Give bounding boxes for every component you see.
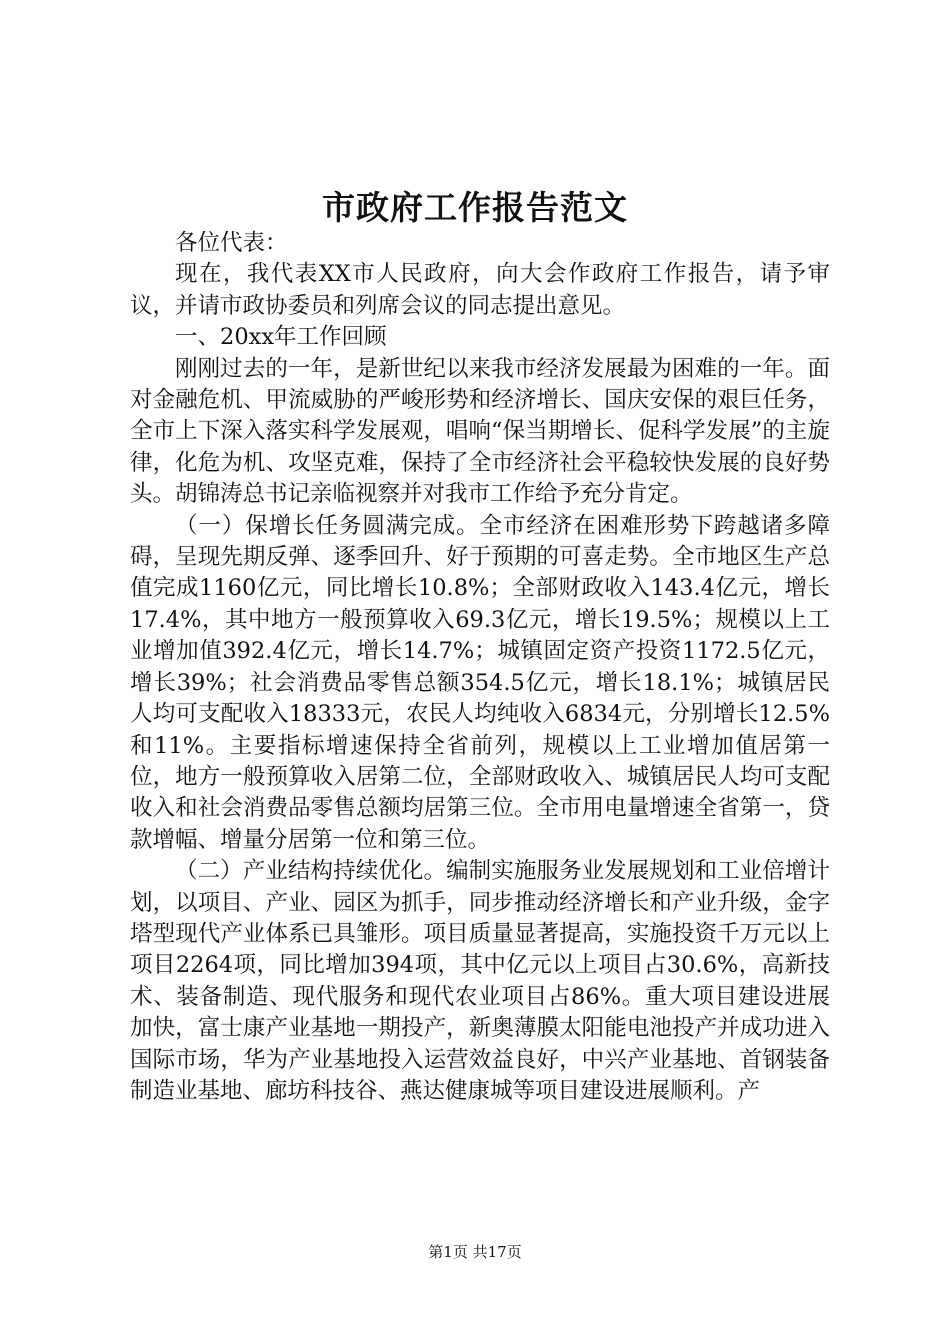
- document-title: 市政府工作报告范文: [322, 188, 628, 227]
- intro-paragraph: 现在，我代表XX市人民政府，向大会作政府工作报告，请予审议，并请市政协委员和列席会议的同志提出意见。: [130, 261, 830, 319]
- page-footer: 第1页 共17页: [428, 1243, 522, 1261]
- document-body: [130, 228, 830, 1107]
- growth-paragraph: （一）保增长任务圆满完成。全市经济在困难形势下跨越诸多障碍，呈现先期反弹、逐季回升、好于预期的可喜走势。全市地区生产总值完成1160亿元，同比增长10.8%；全部财政收入143.4亿元，增长17.4%，其中地方一般预算收入69.3亿元，增长19.5%；规模以上工业增加值392.4亿元，增长14.7%；城镇固定资产投资1172.5亿元，增长39%；社会消费品零售总额354.5亿元，增长18.1%；城镇居民人均可支配收入18333元，农民人均纯收入6834元，分别增长12.5%和11%。主要指标增速保持全省前列，规模以上工业增加值居第一位，地方一般预算收入居第二位，全部财政收入、城镇居民人均可支配收入和社会消费品零售总额均居第三位。全市用电量增速全省第一，贷款增幅、增量分居第一位和第三位。: [130, 512, 830, 853]
- salutation-paragraph: 各位代表：: [175, 230, 288, 256]
- review-paragraph: 刚刚过去的一年，是新世纪以来我市经济发展最为困难的一年。面对金融危机、甲流威胁的严峻形势和经济增长、国庆安保的艰巨任务，全市上下深入落实科学发展观，唱响“保当期增长、促科学发展”的主旋律，化危为机、攻坚克难，保持了全市经济社会平稳较快发展的良好势头。胡锦涛总书记亲临视察并对我市工作给予充分肯定。: [130, 355, 830, 508]
- industry-paragraph: （二）产业结构持续优化。编制实施服务业发展规划和工业倍增计划，以项目、产业、园区为抓手，同步推动经济增长和产业升级，金字塔型现代产业体系已具雏形。项目质量显著提高，实施投资千万元以上项目2264项，同比增加394项，其中亿元以上项目占30.6%，高新技术、装备制造、现代服务和现代农业项目占86%。重大项目建设进展加快，富士康产业基地一期投产，新奥薄膜太阳能电池投产并成功进入国际市场，华为产业基地投入运营效益良好，中兴产业基地、首钢装备制造业基地、廊坊科技谷、燕达健康城等项目建设进展顺利。产: [130, 858, 830, 1104]
- section-heading: 一、20xx年工作回顾: [175, 324, 387, 351]
